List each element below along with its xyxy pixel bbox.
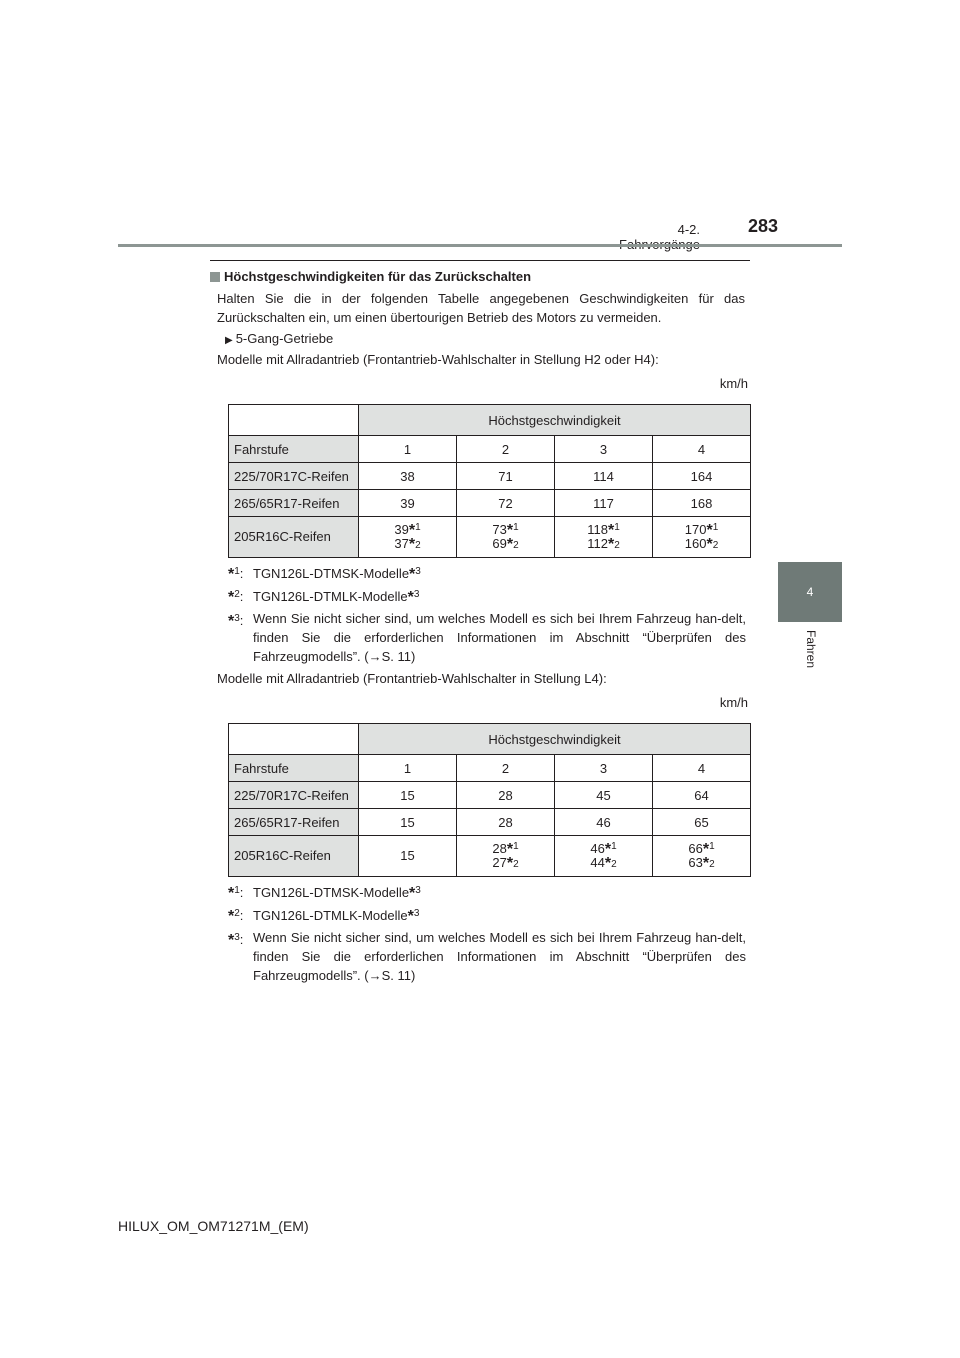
row-header: Fahrstufe [229,755,359,782]
table-row [229,809,751,836]
intro-paragraph: Halten Sie die in der folgenden Tabelle angegebenen Geschwindigkeiten für das Zurückschalten ein, um einen übertourigen Betrieb des Motors zu vermeiden. [217,291,745,325]
document-code: HILUX_OM_OM71271M_(EM) [118,1218,309,1234]
table2-unit: km/h [719,695,748,710]
speed-cell: 15 [359,836,457,877]
speed-cell-dual: 28*$^1$ 27*2 [457,836,555,877]
speed-cell-dual: 39*$^1$ 37*2 [359,517,457,558]
section-heading-text: Höchstgeschwindigkeiten für das Zurückschalten [224,269,532,284]
gearbox-text: 5-Gang-Getriebe [235,331,334,346]
speed-table-2 [228,723,751,877]
speed-cell: 15 [359,782,457,809]
table-row [229,490,751,517]
speed-cell: 64 [653,782,751,809]
page-number: 283 [747,216,778,236]
content-rule [210,260,750,261]
chapter-tab-name [778,622,842,682]
footnote-1: *$^1$: TGN126L-DTMSK-Modelle*$^3$ [228,562,746,583]
table2-condition: Modelle mit Allradantrieb (Frontantrieb-Wahlschalter in Stellung L4): [217,671,607,686]
table-header-row [229,724,751,755]
footnote-3: *$^3$: Wenn Sie nicht sicher sind, um welches Modell es sich bei Ihrem Fahrzeug han-delt, finden Sie die erforderlichen Informationen im Abschnitt “Überprüfen des Fahrzeugmodells”. (→S. 11) [228,930,746,983]
footnote-2: *$^2$: TGN126L-DTMLK-Modelle*$^3$ [228,585,746,606]
gear-cell: 4 [653,436,751,463]
gear-cell: 1 [359,436,457,463]
column-header: Höchstgeschwindigkeit [359,405,751,436]
speed-cell: 168 [653,490,751,517]
speed-cell-dual: 118*$^1$ 112*2 [555,517,653,558]
column-header: Höchstgeschwindigkeit [359,724,751,755]
chapter-tab-number[interactable]: 4 [778,562,842,622]
section-title: 4-2. [677,222,700,237]
gear-cell: 4 [653,755,751,782]
footnote-marker: *$^2$: [228,589,244,606]
speed-cell: 45 [555,782,653,809]
speed-cell: 117 [555,490,653,517]
row-header: 205R16C-Reifen [229,836,359,877]
speed-table-1 [228,404,751,558]
row-header: 225/70R17C-Reifen [229,782,359,809]
table-corner-cell [229,405,359,436]
speed-cell-dual: 170*$^1$ 160*2 [653,517,751,558]
footnote-2: *$^2$: TGN126L-DTMLK-Modelle*$^3$ [228,904,746,925]
row-header: 265/65R17-Reifen [229,809,359,836]
speed-cell: 28 [457,782,555,809]
speed-cell: 46 [555,809,653,836]
footnote-marker: *$^1$: [228,885,244,902]
speed-cell: 164 [653,463,751,490]
speed-cell: 39 [359,490,457,517]
table-row [229,517,751,558]
chapter-name-label: Fahren [804,630,818,669]
speed-cell: 15 [359,809,457,836]
row-header: Fahrstufe [229,436,359,463]
section-heading [210,269,531,284]
speed-cell: 28 [457,809,555,836]
gear-cell: 3 [555,436,653,463]
speed-cell: 114 [555,463,653,490]
speed-cell-dual: 66*$^1$ 63*2 [653,836,751,877]
row-header: 225/70R17C-Reifen [229,463,359,490]
table-row [229,436,751,463]
speed-cell: 71 [457,463,555,490]
row-header: 205R16C-Reifen [229,517,359,558]
table-row [229,463,751,490]
table-row [229,755,751,782]
footnote-marker: *$^3$: [228,932,244,949]
gear-cell: 3 [555,755,653,782]
table1-unit: km/h [719,376,748,391]
heading-square-icon [210,272,220,282]
gear-cell: 2 [457,436,555,463]
table1-condition: Modelle mit Allradantrieb (Frontantrieb-Wahlschalter in Stellung H2 oder H4): [217,352,659,367]
triangle-bullet-icon: ▶ [225,335,233,346]
footnote-marker: *$^3$: [228,613,244,630]
speed-cell: 65 [653,809,751,836]
footnote-3: *$^3$: Wenn Sie nicht sicher sind, um welches Modell es sich bei Ihrem Fahrzeug han-delt, finden Sie die erforderlichen Informationen im Abschnitt “Überprüfen des Fahrzeugmodells”. (→S. 11) [228,611,746,664]
table-row [229,782,751,809]
header-rule [118,244,842,247]
gear-cell: 2 [457,755,555,782]
speed-cell-dual: 73*$^1$ 69*2 [457,517,555,558]
table-header-row [229,405,751,436]
footnote-1: *$^1$: TGN126L-DTMSK-Modelle*$^3$ [228,881,746,902]
gearbox-label [225,331,333,346]
speed-cell-dual: 46*$^1$ 44*2 [555,836,653,877]
table-corner-cell [229,724,359,755]
footnote-marker: *$^2$: [228,908,244,925]
table-row [229,836,751,877]
gear-cell: 1 [359,755,457,782]
footnote-marker: *$^1$: [228,566,244,583]
row-header: 265/65R17-Reifen [229,490,359,517]
speed-cell: 72 [457,490,555,517]
speed-cell: 38 [359,463,457,490]
